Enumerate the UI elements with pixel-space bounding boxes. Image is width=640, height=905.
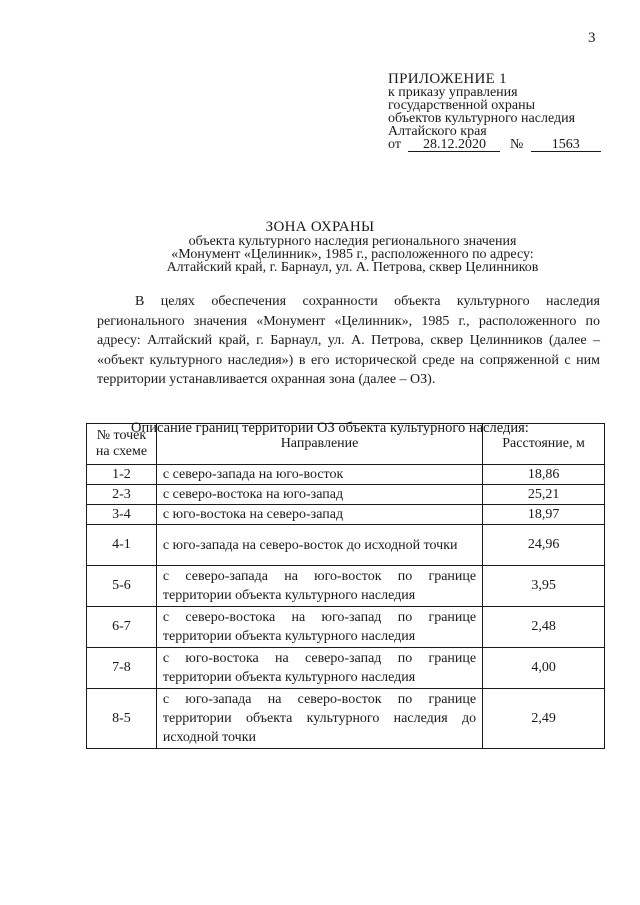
row-distance: 4,00 [483, 648, 605, 689]
table-row [87, 689, 605, 749]
appendix-line: Алтайского края [388, 124, 487, 139]
row-direction: с северо-запада на юго-восток по границе территории объекта культурного наследия [156, 566, 482, 607]
header-distance: Расстояние, м [483, 424, 605, 465]
row-distance: 25,21 [483, 485, 605, 505]
table-header-row [87, 424, 605, 465]
table-row [87, 525, 605, 566]
row-direction: с северо-запада на юго-восток [156, 465, 482, 485]
body-paragraph-text: В целях обеспечения сохранности объекта культурного наследия регионального значения «Монумент «Целинник», 1985 г., расположенного по адресу: Алтайский край, г. Барнаул, ул. А. Петрова, сквер Целинников (далее – «объект культурного наследия») в его исторической среде на сопряженной с ним территории устанавливается охранная зона (далее – ОЗ). [97, 294, 600, 387]
row-direction: с северо-востока на юго-запад по границе территории объекта культурного наследия [156, 607, 482, 648]
order-number: 1563 [531, 138, 601, 152]
row-direction: с юго-востока на северо-запад [156, 505, 482, 525]
appendix-header [388, 73, 628, 152]
row-points: 7-8 [87, 648, 157, 689]
row-distance: 18,97 [483, 505, 605, 525]
row-points: 2-3 [87, 485, 157, 505]
subtitle-line: объекта культурного наследия регионального значения [188, 234, 517, 249]
table-row [87, 607, 605, 648]
table-row [87, 566, 605, 607]
row-distance: 2,48 [483, 607, 605, 648]
boundary-table [86, 423, 605, 749]
row-direction: с юго-запада на северо-восток до исходной точки [156, 525, 482, 566]
appendix-line: к приказу управления [388, 85, 518, 100]
appendix-title: ПРИЛОЖЕНИЕ 1 [388, 71, 507, 87]
row-points: 8-5 [87, 689, 157, 749]
order-date: 28.12.2020 [408, 138, 500, 152]
table-row [87, 465, 605, 485]
row-points: 5-6 [87, 566, 157, 607]
row-points: 4-1 [87, 525, 157, 566]
row-points: 6-7 [87, 607, 157, 648]
zone-title: ЗОНА ОХРАНЫ [265, 219, 375, 235]
header-points: № точек на схеме [87, 424, 157, 465]
appendix-line: объектов культурного наследия [388, 111, 576, 126]
order-line [388, 138, 628, 152]
row-distance: 18,86 [483, 465, 605, 485]
order-prefix: от [388, 137, 401, 152]
row-distance: 2,49 [483, 689, 605, 749]
zone-subtitle [110, 235, 595, 274]
table-row [87, 485, 605, 505]
subtitle-line: Алтайский край, г. Барнаул, ул. А. Петрова, сквер Целинников [166, 260, 539, 275]
table-row [87, 648, 605, 689]
row-direction: с северо-востока на юго-запад [156, 485, 482, 505]
table-caption: Описание границ территории ОЗ объекта культурного наследия: [131, 420, 529, 436]
header-direction: Направление [156, 424, 482, 465]
appendix-line: государственной охраны [388, 98, 536, 113]
page-number: 3 [588, 30, 596, 46]
row-direction: с юго-востока на северо-запад по границе территории объекта культурного наследия [156, 648, 482, 689]
row-points: 1-2 [87, 465, 157, 485]
body-paragraph [97, 292, 600, 390]
order-number-sign: № [509, 137, 524, 152]
table-row [87, 505, 605, 525]
row-direction: с юго-запада на северо-восток по границе территории объекта культурного наследия до исходной точки [156, 689, 482, 749]
row-points: 3-4 [87, 505, 157, 525]
row-distance: 3,95 [483, 566, 605, 607]
row-distance: 24,96 [483, 525, 605, 566]
subtitle-line: «Монумент «Целинник», 1985 г., расположенного по адресу: [171, 247, 534, 262]
